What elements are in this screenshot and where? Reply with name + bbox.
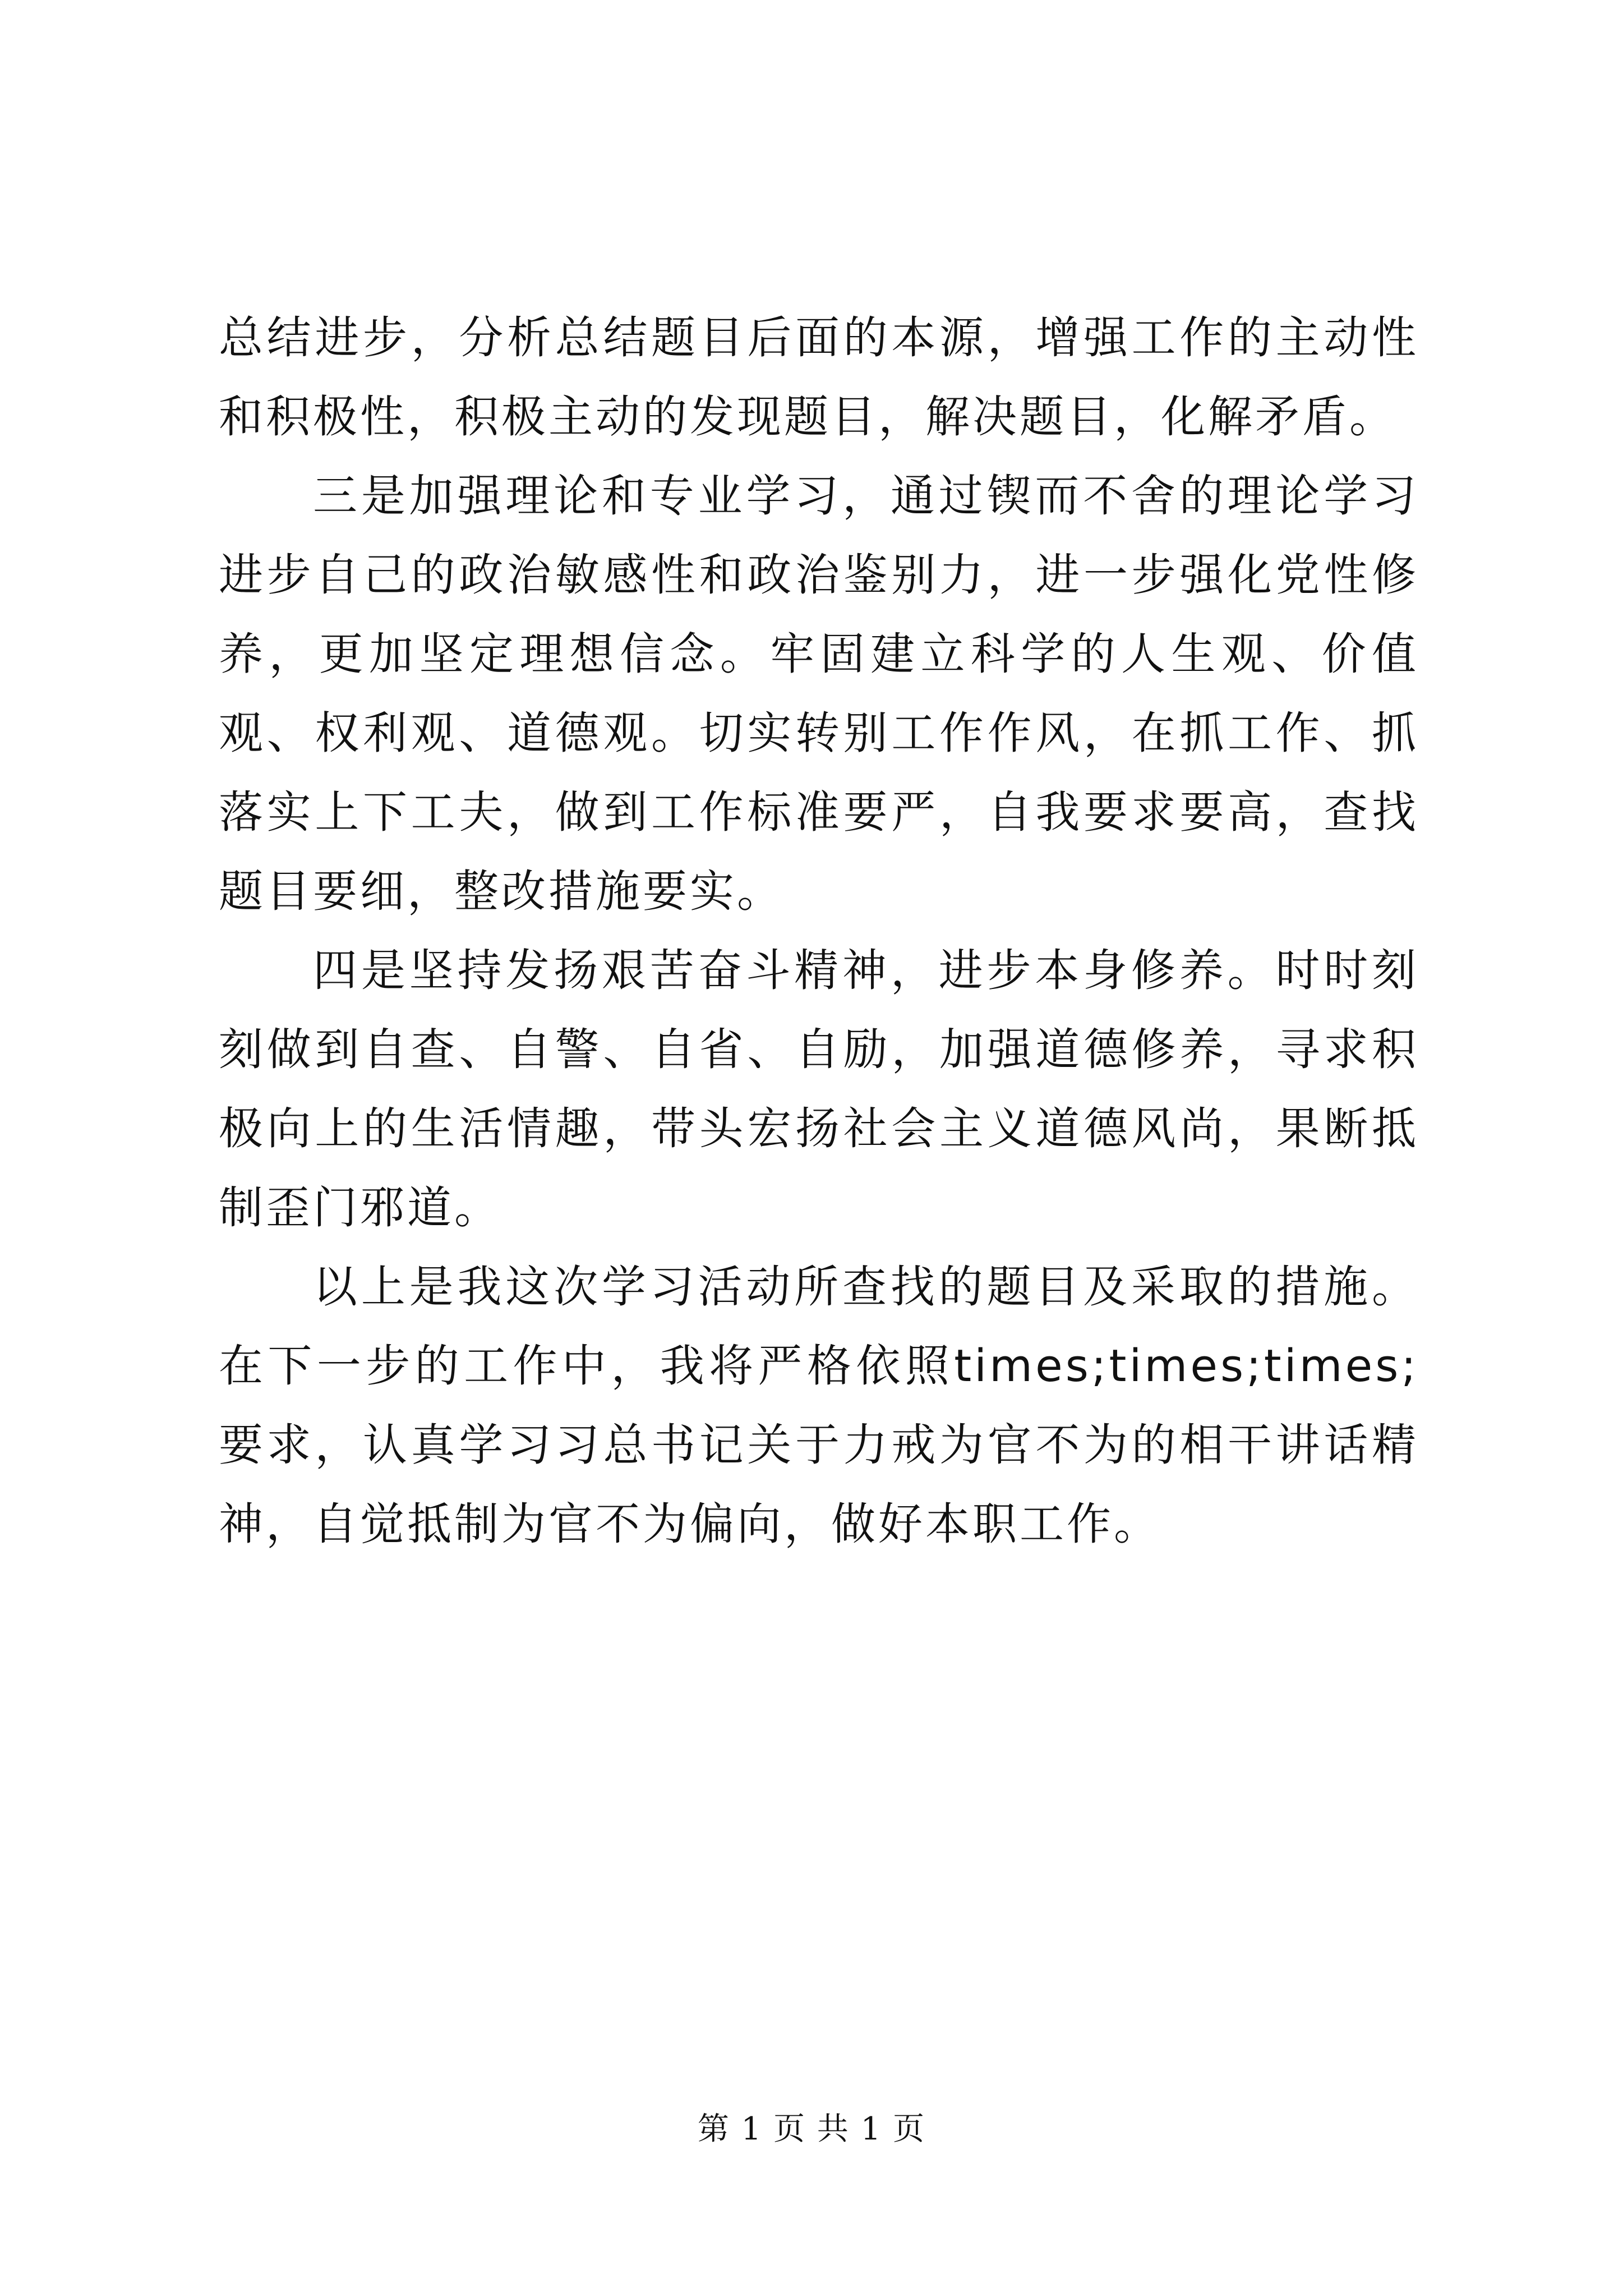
document-body	[219, 298, 1419, 1564]
page-number-footer: 第 1 页 共 1 页	[697, 2111, 926, 2147]
paragraph-point-four: 四是坚持发扬艰苦奋斗精神，进步本身修养。时时刻刻做到自查、自警、自省、自励，加强道德修养，寻求积极向上的生活情趣，带头宏扬社会主义道德风尚，果断抵制歪门邪道。	[219, 945, 1419, 1234]
paragraph-conclusion: 以上是我这次学习活动所查找的题目及采取的措施。在下一步的工作中，我将严格依照times;times;times;要求，认真学习习总书记关于力戒为官不为的相干讲话精神，自觉抵制为官不为偏向，做好本职工作。	[219, 1261, 1419, 1550]
paragraph-continuation: 总结进步，分析总结题目后面的本源，增强工作的主动性和积极性，积极主动的发现题目，解决题目，化解矛盾。	[219, 312, 1419, 443]
paragraph-point-three: 三是加强理论和专业学习，通过锲而不舍的理论学习进步自己的政治敏感性和政治鉴别力，进一步强化党性修养，更加坚定理想信念。牢固建立科学的人生观、价值观、权利观、道德观。切实转别工作作风，在抓工作、抓落实上下工夫，做到工作标准要严，自我要求要高，查找题目要细，整改措施要实。	[219, 470, 1419, 917]
